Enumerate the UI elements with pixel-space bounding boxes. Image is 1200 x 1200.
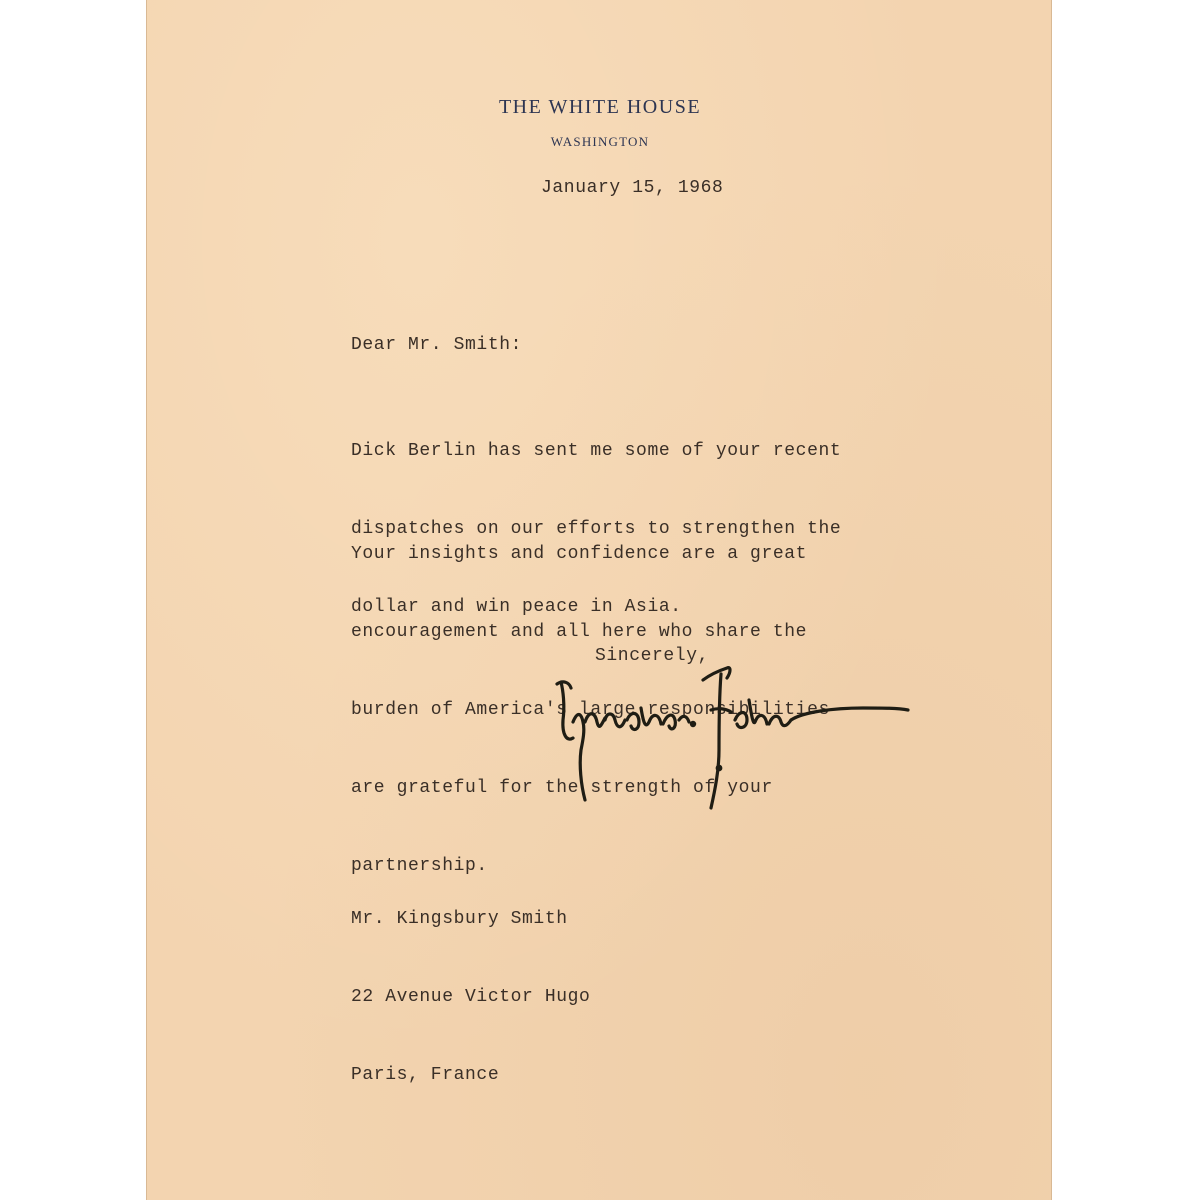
recipient-address bbox=[351, 854, 590, 1140]
paragraph-line: Your insights and confidence are a great bbox=[351, 544, 808, 564]
paragraph-line: dollar and win peace in Asia. bbox=[351, 597, 682, 617]
letter-date: January 15, 1968 bbox=[541, 178, 724, 198]
paragraph-line: dispatches on our efforts to strengthen the bbox=[351, 519, 842, 539]
closing: Sincerely, bbox=[595, 646, 710, 666]
paragraph-line: Dick Berlin has sent me some of your recent bbox=[351, 441, 842, 461]
handwritten-signature bbox=[543, 650, 923, 820]
paragraph-line: partnership. bbox=[351, 856, 488, 876]
paragraph-line: burden of America's large responsibilities bbox=[351, 700, 830, 720]
address-line: Paris, France bbox=[351, 1065, 500, 1085]
address-line: Mr. Kingsbury Smith bbox=[351, 909, 568, 929]
letterhead-subtitle: WASHINGTON bbox=[550, 134, 650, 149]
salutation: Dear Mr. Smith: bbox=[351, 335, 523, 355]
paragraph-line: encouragement and all here who share the bbox=[351, 622, 808, 642]
address-line: 22 Avenue Victor Hugo bbox=[351, 987, 591, 1007]
paragraph-line: are grateful for the strength of your bbox=[351, 778, 773, 798]
letterhead-title: THE WHITE HOUSE bbox=[498, 96, 702, 118]
letter-paper bbox=[146, 0, 1052, 1200]
